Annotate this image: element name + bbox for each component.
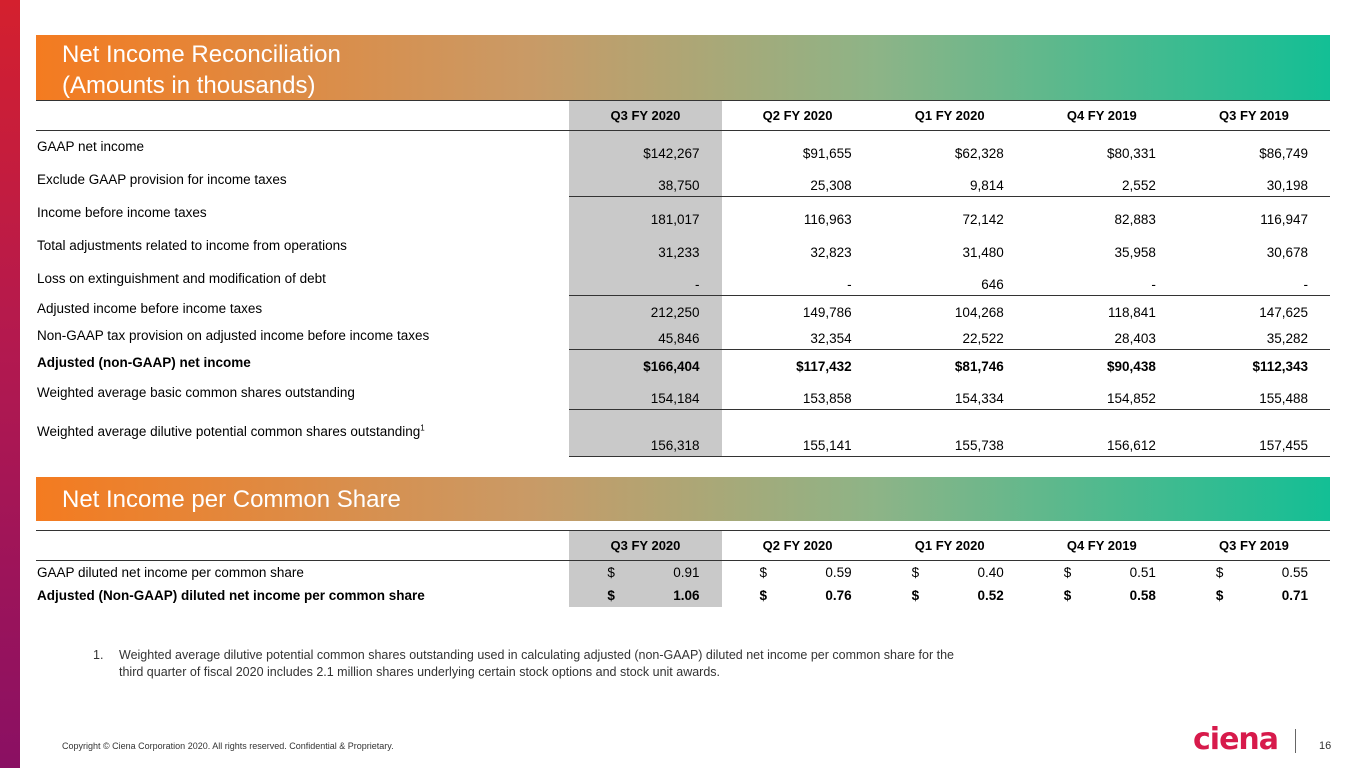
table-header-row [36, 531, 1330, 561]
cell-value: 38,750 [569, 164, 721, 197]
cell-value: - [1026, 263, 1178, 296]
cell-value: 0.52 [977, 588, 1004, 603]
row-label: Total adjustments related to income from operations [37, 237, 347, 253]
cell-value: 155,141 [722, 410, 874, 457]
section-title-line2: (Amounts in thousands) [62, 72, 316, 99]
cell-value: 0.55 [1281, 565, 1308, 580]
eps-cell [1178, 584, 1330, 607]
table-row [36, 263, 1330, 296]
cell-value: 82,883 [1114, 211, 1156, 227]
eps-cell [569, 561, 721, 585]
cell-value: 212,250 [569, 296, 721, 323]
cell-value: 25,308 [722, 164, 874, 197]
cell-value: 157,455 [1178, 410, 1330, 457]
section-title-line1: Net Income Reconciliation [62, 41, 341, 68]
cell-value: 28,403 [1026, 323, 1178, 350]
net-income-per-share-table [36, 530, 1330, 607]
currency-symbol: $ [607, 588, 615, 603]
cell-value: - [1178, 263, 1330, 296]
currency-symbol: $ [1215, 565, 1224, 580]
cell-value: 147,625 [1259, 304, 1308, 320]
table-header-row [36, 101, 1330, 131]
cell-value: 116,963 [803, 211, 852, 227]
row-label: Exclude GAAP provision for income taxes [37, 171, 287, 187]
cell-value: 0.76 [825, 588, 852, 603]
cell-value: 116,947 [1260, 211, 1308, 227]
table-row [36, 323, 1330, 350]
row-label: Adjusted (Non-GAAP) diluted net income per common share [37, 588, 425, 603]
column-header: Q3 FY 2020 [569, 101, 721, 131]
cell-value: 22,522 [874, 323, 1026, 350]
cell-value: $62,328 [954, 145, 1004, 161]
eps-cell [874, 584, 1026, 607]
page-number: 16 [1319, 740, 1332, 752]
eps-cell [1026, 584, 1178, 607]
cell-value: $142,267 [569, 131, 721, 164]
cell-value: 646 [874, 263, 1026, 296]
table-row [36, 296, 1330, 323]
row-label: Income before income taxes [37, 204, 207, 220]
footnote-number: 1. [93, 648, 104, 662]
eps-cell [722, 561, 874, 585]
cell-value: 1.06 [673, 588, 700, 603]
cell-value: 0.40 [977, 565, 1004, 580]
table-row [36, 164, 1330, 197]
table-row [36, 377, 1330, 410]
column-header: Q3 FY 2019 [1178, 531, 1330, 561]
cell-value: 32,354 [722, 323, 874, 350]
eps-cell [722, 584, 874, 607]
row-label-text: Weighted average dilutive potential common shares outstanding [37, 423, 421, 439]
cell-value: 104,268 [954, 304, 1004, 320]
cell-value: 181,017 [569, 197, 721, 230]
cell-value: 0.71 [1281, 588, 1308, 603]
row-label: Adjusted (non-GAAP) net income [37, 354, 251, 370]
cell-value: $90,438 [1107, 358, 1156, 374]
currency-symbol: $ [759, 588, 768, 603]
cell-value: $117,432 [796, 358, 852, 374]
cell-value: 155,738 [874, 410, 1026, 457]
currency-symbol: $ [911, 588, 920, 603]
column-header: Q1 FY 2020 [874, 531, 1026, 561]
section-banner-reconciliation [36, 35, 1330, 100]
currency-symbol: $ [911, 565, 920, 580]
cell-value: $80,331 [1107, 145, 1156, 161]
footnote-text-1: Weighted average dilutive potential common shares outstanding used in calculating adjusted (non-GAAP) diluted net income per common share for the [119, 648, 954, 662]
column-header: Q2 FY 2020 [722, 531, 874, 561]
table-row [36, 410, 1330, 457]
cell-value: $112,343 [1252, 358, 1308, 374]
cell-value: 32,823 [810, 244, 852, 260]
section-title [62, 39, 341, 101]
cell-value: 156,612 [1026, 410, 1178, 457]
currency-symbol: $ [1215, 588, 1224, 603]
cell-value: 31,480 [962, 244, 1004, 260]
row-label: GAAP diluted net income per common share [37, 565, 304, 580]
currency-symbol: $ [759, 565, 768, 580]
header-label-cell [36, 531, 569, 561]
section-banner-eps [36, 477, 1330, 521]
column-header: Q1 FY 2020 [874, 101, 1026, 131]
cell-value: 0.51 [1129, 565, 1156, 580]
eps-cell [874, 561, 1026, 585]
footer-divider [1295, 729, 1296, 753]
footnote-ref: 1 [420, 423, 425, 432]
table-row [36, 230, 1330, 263]
left-accent-stripe [0, 0, 20, 768]
cell-value: 0.91 [673, 565, 700, 580]
cell-value: 156,318 [569, 410, 721, 457]
cell-value: 155,488 [1178, 377, 1330, 410]
table-row [36, 561, 1330, 585]
eps-cell [1178, 561, 1330, 585]
table-row [36, 350, 1330, 377]
column-header: Q4 FY 2019 [1026, 101, 1178, 131]
net-income-reconciliation-table [36, 100, 1330, 457]
cell-value: $81,746 [954, 358, 1004, 374]
cell-value: 72,142 [962, 211, 1004, 227]
cell-value: 30,198 [1178, 164, 1330, 197]
column-header: Q2 FY 2020 [722, 101, 874, 131]
footnote-line1 [93, 647, 954, 664]
cell-value: 154,184 [569, 377, 721, 410]
cell-value: 154,334 [874, 377, 1026, 410]
header-label-cell [36, 101, 569, 131]
eps-cell [1026, 561, 1178, 585]
cell-value: - [722, 263, 874, 296]
currency-symbol: $ [607, 565, 615, 580]
cell-value: 0.58 [1129, 588, 1156, 603]
cell-value: - [569, 263, 721, 296]
table-row [36, 197, 1330, 230]
column-header: Q3 FY 2020 [569, 531, 721, 561]
row-label: Adjusted income before income taxes [37, 300, 263, 316]
currency-symbol: $ [1063, 588, 1072, 603]
cell-value: 9,814 [874, 164, 1026, 197]
column-header: Q3 FY 2019 [1178, 101, 1330, 131]
cell-value: 0.59 [825, 565, 852, 580]
cell-value: $86,749 [1259, 145, 1308, 161]
cell-value: $166,404 [569, 350, 721, 377]
cell-value: 35,958 [1114, 244, 1156, 260]
cell-value: 118,841 [1108, 304, 1156, 320]
eps-cell [569, 584, 721, 607]
cell-value: 2,552 [1026, 164, 1178, 197]
ciena-logo: ciena [1193, 722, 1279, 757]
cell-value: 30,678 [1266, 244, 1308, 260]
cell-value: 153,858 [722, 377, 874, 410]
cell-value: $91,655 [802, 145, 852, 161]
table-row [36, 584, 1330, 607]
copyright-notice: Copyright © Ciena Corporation 2020. All rights reserved. Confidential & Proprietary. [62, 741, 394, 751]
row-label: Non-GAAP tax provision on adjusted income before income taxes [37, 327, 430, 343]
column-header: Q4 FY 2019 [1026, 531, 1178, 561]
row-label: Loss on extinguishment and modification of debt [37, 270, 326, 286]
section-title: Net Income per Common Share [62, 486, 401, 513]
footnote [93, 647, 954, 681]
row-label [36, 410, 569, 457]
row-label: GAAP net income [37, 139, 145, 154]
currency-symbol: $ [1063, 565, 1072, 580]
table-row [36, 131, 1330, 164]
cell-value: 149,786 [802, 304, 852, 320]
cell-value: 45,846 [569, 323, 721, 350]
cell-value: 35,282 [1178, 323, 1330, 350]
cell-value: 31,233 [569, 230, 721, 263]
footnote-text-2: third quarter of fiscal 2020 includes 2.1 million shares underlying certain stock options and stock unit awards. [119, 665, 721, 679]
cell-value: 154,852 [1026, 377, 1178, 410]
row-label: Weighted average basic common shares outstanding [37, 384, 355, 400]
